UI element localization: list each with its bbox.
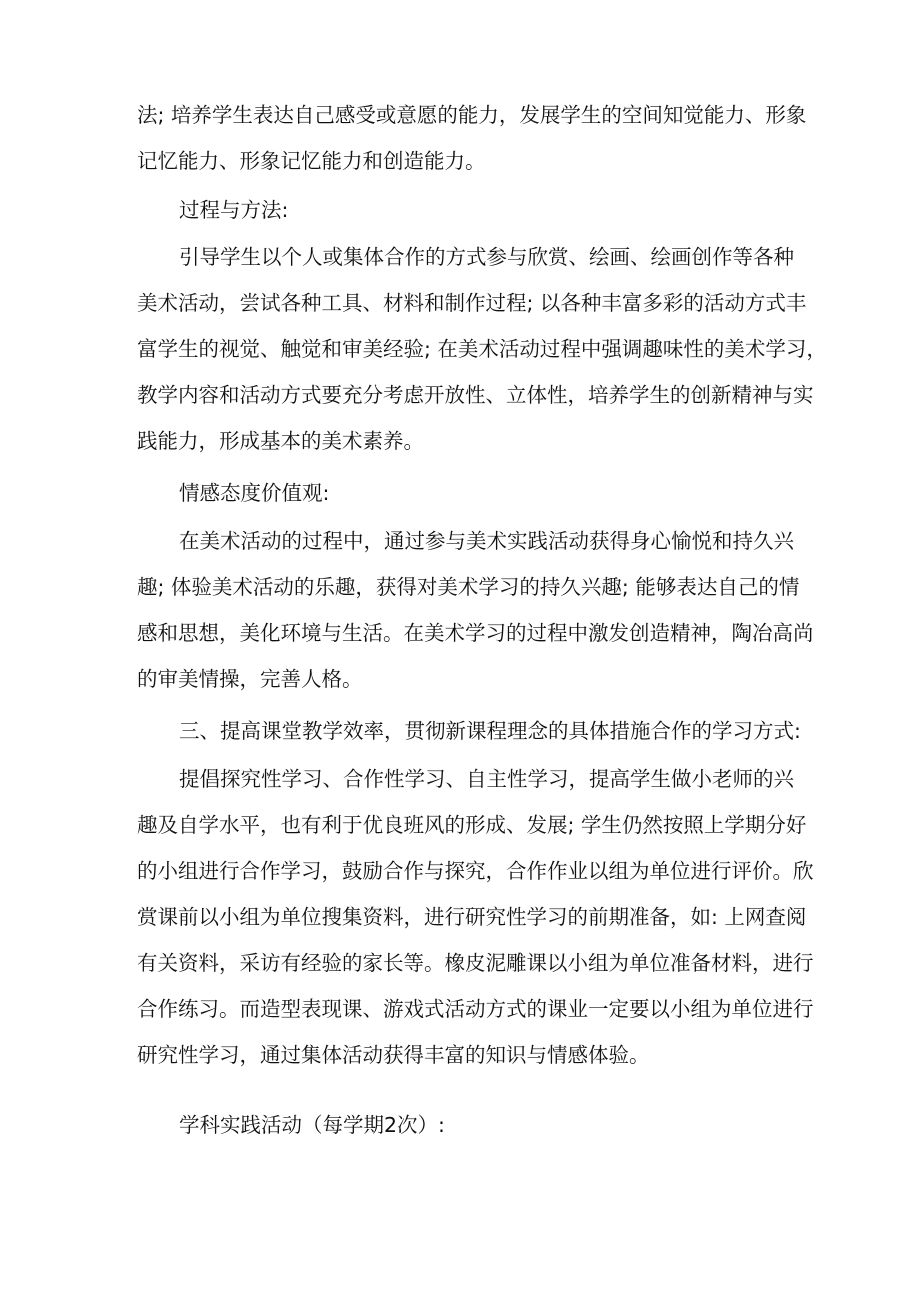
section-heading-process-methods: 过程与方法:	[179, 198, 289, 222]
text-line: 研究性学习，通过集体活动获得丰富的知识与情感体验。	[137, 1043, 650, 1067]
text-line: 赏课前以小组为单位搜集资料，进行研究性学习的前期准备，如: 上网查阅	[137, 905, 807, 929]
text-line: 的审美情操，完善人格。	[137, 667, 363, 691]
section-heading-attitude-values: 情感态度价值观:	[179, 481, 330, 505]
text-line: 趣及自学水平，也有利于优良班风的形成、发展; 学生仍然按照上学期分好	[137, 813, 807, 837]
section-heading-practice-activities: 学科实践活动（每学期2次）:	[179, 1113, 445, 1137]
paragraph-cooperative-learning	[137, 756, 814, 1078]
text-line: 感和思想，美化环境与生活。在美术学习的过程中激发创造精神，陶冶高尚	[137, 621, 814, 645]
text-line: 美术活动，尝试各种工具、材料和制作过程; 以各种丰富多彩的活动方式丰	[137, 291, 807, 315]
paragraph-attitude-values	[137, 518, 814, 702]
paragraph-skills	[137, 92, 807, 184]
text-line: 提倡探究性学习、合作性学习、自主性学习，提高学生做小老师的兴	[179, 767, 794, 791]
text-line: 在美术活动的过程中，通过参与美术实践活动获得身心愉悦和持久兴	[179, 529, 794, 553]
text-line: 引导学生以个人或集体合作的方式参与欣赏、绘画、绘画创作等各种	[179, 245, 794, 269]
paragraph-process-methods	[137, 234, 827, 464]
section-heading-teaching-efficiency: 三、提高课堂教学效率，贯彻新课程理念的具体措施合作的学习方式:	[179, 719, 801, 743]
text-line: 法; 培养学生表达自己感受或意愿的能力，发展学生的空间知觉能力、形象	[137, 103, 807, 127]
text-line: 的小组进行合作学习，鼓励合作与探究，合作作业以组为单位进行评价。欣	[137, 859, 814, 883]
text-line: 趣; 体验美术活动的乐趣，获得对美术学习的持久兴趣; 能够表达自己的情	[137, 575, 800, 599]
text-line: 记忆能力、形象记忆能力和创造能力。	[137, 149, 486, 173]
text-line: 教学内容和活动方式要充分考虑开放性、立体性，培养学生的创新精神与实	[137, 383, 814, 407]
text-line: 有关资料，采访有经验的家长等。橡皮泥雕课以小组为单位准备材料，进行	[137, 951, 814, 975]
text-line: 合作练习。而造型表现课、游戏式活动方式的课业一定要以小组为单位进行	[137, 997, 814, 1021]
text-line: 践能力，形成基本的美术素养。	[137, 429, 424, 453]
text-line: 富学生的视觉、触觉和审美经验; 在美术活动过程中强调趣味性的美术学习，	[137, 337, 827, 361]
